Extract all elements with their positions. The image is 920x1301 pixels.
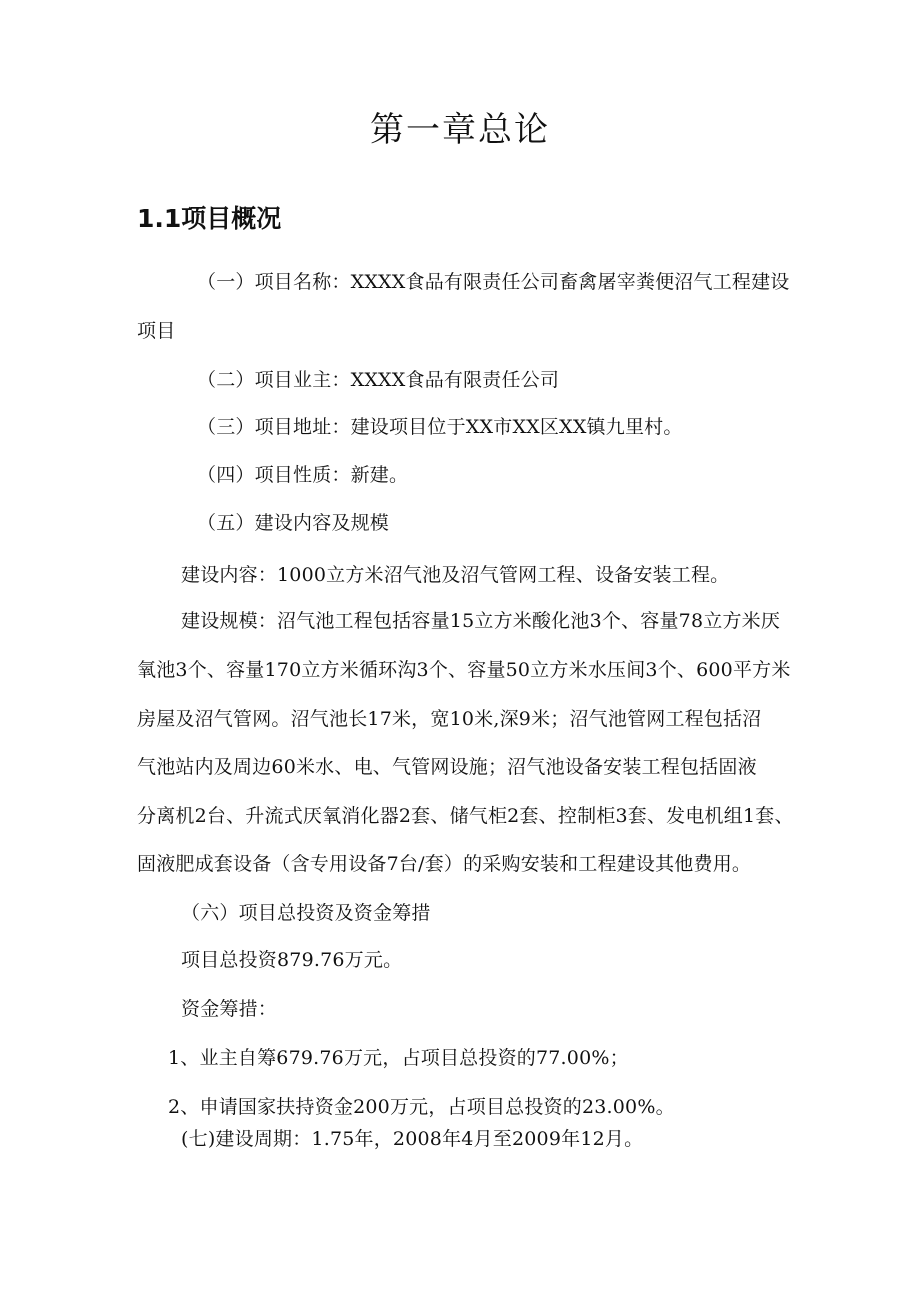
scale-line: 固液肥成套设备（含专用设备7台/套）的采购安装和工程建设其他费用。 — [137, 853, 752, 875]
funding-item-2: 2、申请国家扶持资金200万元，占项目总投资的23.00%。 — [168, 1096, 675, 1118]
total-investment: 项目总投资879.76万元。 — [181, 949, 403, 971]
funding-label: 资金筹措： — [181, 998, 278, 1020]
project-address: （三）项目地址：建设项目位于XX市XX区XX镇九里村。 — [197, 416, 683, 438]
project-nature: （四）项目性质：新建。 — [197, 464, 409, 486]
investment-heading: （六）项目总投资及资金筹措 — [181, 902, 431, 924]
chapter-title: 第一章总论 — [370, 110, 550, 150]
construction-period: (七)建设周期：1.75年，2008年4月至2009年12月。 — [181, 1128, 644, 1150]
project-name-line-1: （一）项目名称：XXXX食品有限责任公司畜禽屠宰粪便沼气工程建设 — [197, 271, 790, 293]
scale-line: 分离机2台、升流式厌氧消化器2套、储气柜2套、控制柜3套、发电机组1套、 — [137, 805, 794, 827]
funding-item-1: 1、业主自筹679.76万元，占项目总投资的77.00%； — [168, 1047, 629, 1069]
construction-content: 建设内容：1000立方米沼气池及沼气管网工程、设备安装工程。 — [181, 564, 730, 586]
project-name-line-2: 项目 — [137, 320, 176, 342]
scale-line: 气池站内及周边60米水、电、气管网设施；沼气池设备安装工程包括固液 — [137, 756, 757, 778]
scale-line: 氧池3个、容量170立方米循环沟3个、容量50立方米水压间3个、600平方米 — [137, 659, 791, 681]
section-title: 1.1项目概况 — [137, 204, 282, 233]
scale-line: 建设规模：沼气池工程包括容量15立方米酸化池3个、容量78立方米厌 — [181, 610, 781, 632]
scale-line: 房屋及沼气管网。沼气池长17米，宽10米,深9米；沼气池管网工程包括沼 — [137, 708, 762, 730]
construction-content-heading: （五）建设内容及规模 — [197, 512, 390, 534]
project-owner: （二）项目业主：XXXX食品有限责任公司 — [197, 369, 560, 391]
